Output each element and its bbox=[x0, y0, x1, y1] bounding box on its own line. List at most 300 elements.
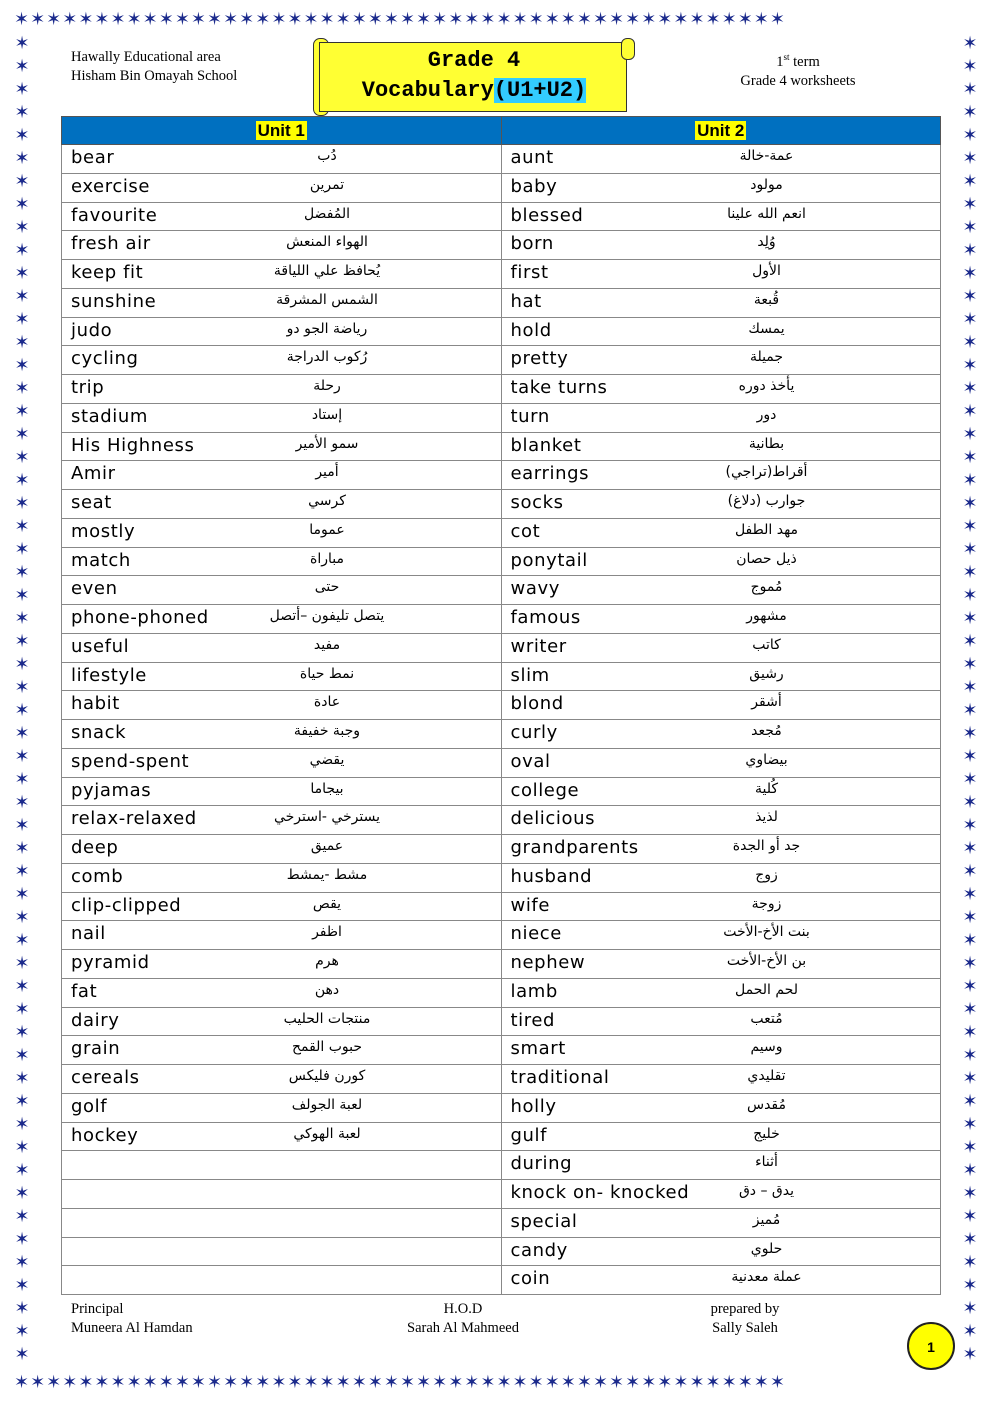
unit1-cell bbox=[62, 1266, 502, 1295]
unit1-cell bbox=[62, 518, 502, 547]
unit1-cell bbox=[62, 1122, 502, 1151]
unit1-cell bbox=[62, 748, 502, 777]
unit1-cell bbox=[62, 835, 502, 864]
arabic-translation: أثناء bbox=[755, 1154, 778, 1171]
english-word: fresh air bbox=[71, 233, 151, 255]
unit1-cell bbox=[62, 777, 502, 806]
arabic-translation: رحلة bbox=[313, 378, 341, 394]
english-word: take turns bbox=[510, 377, 608, 398]
table-row bbox=[62, 231, 941, 260]
arabic-translation: وسيم bbox=[750, 1039, 783, 1056]
unit1-cell bbox=[62, 576, 502, 605]
worksheet-label: Grade 4 worksheets bbox=[740, 72, 856, 89]
arabic-translation: نمط حياة bbox=[299, 665, 355, 682]
title-vocabulary-word: Vocabulary bbox=[361, 78, 494, 103]
unit2-cell bbox=[501, 921, 941, 950]
arabic-translation: رُكوب الدراجة bbox=[286, 349, 368, 366]
unit2-cell bbox=[501, 375, 941, 404]
unit2-cell bbox=[501, 317, 941, 346]
arabic-translation: مباراة bbox=[310, 550, 344, 567]
english-word: lifestyle bbox=[71, 664, 147, 686]
arabic-translation: لعبة الهوكي bbox=[293, 1125, 361, 1142]
english-word: sunshine bbox=[71, 290, 157, 312]
unit1-cell bbox=[62, 461, 502, 490]
unit1-cell bbox=[62, 1151, 502, 1180]
english-word: hat bbox=[510, 290, 542, 312]
term-suffix: st bbox=[783, 52, 790, 62]
english-word: earrings bbox=[510, 463, 590, 485]
english-word: snack bbox=[71, 722, 127, 743]
unit2-cell bbox=[501, 1122, 941, 1151]
arabic-translation: بيضاوي bbox=[745, 751, 788, 768]
unit2-cell bbox=[501, 145, 941, 174]
title-grade: Grade 4 bbox=[427, 48, 521, 73]
page-border-left: ✶ ✶ ✶ ✶ ✶ ✶ ✶ ✶ ✶ ✶ ✶ ✶ ✶ ✶ ✶ ✶ ✶ ✶ ✶ ✶ ✶ ✶ ✶ ✶ ✶ ✶ ✶ ✶ ✶ ✶ ✶ ✶ ✶ ✶ ✶ ✶ ✶ ✶ ✶ ✶ ✶ ✶ ✶ ✶ ✶ ✶ ✶ ✶ ✶ ✶ ✶ ✶ ✶ ✶ ✶ ✶ ✶ ✶ bbox=[14, 33, 30, 1365]
english-word: traditional bbox=[510, 1067, 610, 1088]
unit2-cell bbox=[501, 1180, 941, 1209]
arabic-translation: الهواء المنعش bbox=[286, 234, 368, 251]
table-row bbox=[62, 461, 941, 490]
arabic-translation: سمو الأمير bbox=[295, 435, 359, 452]
table-row bbox=[62, 1007, 941, 1036]
title-units: (U1+U2) bbox=[493, 78, 587, 103]
arabic-translation: وُلِد bbox=[757, 234, 776, 251]
english-word: turn bbox=[510, 405, 550, 427]
unit2-cell bbox=[501, 892, 941, 921]
term-info bbox=[728, 48, 868, 91]
unit2-header-label: Unit 2 bbox=[697, 120, 745, 140]
table-row bbox=[62, 748, 941, 777]
table-row bbox=[62, 662, 941, 691]
english-word: blanket bbox=[510, 434, 582, 456]
arabic-translation: يأخذ دوره bbox=[738, 378, 795, 394]
table-row bbox=[62, 1180, 941, 1209]
arabic-translation: زوجة bbox=[751, 895, 782, 912]
unit2-cell bbox=[501, 1007, 941, 1036]
unit2-cell bbox=[501, 432, 941, 461]
unit2-cell bbox=[501, 950, 941, 979]
arabic-translation: يسترخي -استرخي bbox=[273, 809, 381, 826]
arabic-translation: رشيق bbox=[749, 665, 784, 682]
unit1-cell bbox=[62, 317, 502, 346]
table-row bbox=[62, 892, 941, 921]
english-word: special bbox=[510, 1210, 578, 1232]
arabic-translation: بن الأخ-الأخت bbox=[726, 953, 807, 969]
table-row bbox=[62, 490, 941, 519]
unit1-cell bbox=[62, 691, 502, 720]
unit1-header bbox=[62, 117, 502, 145]
table-row bbox=[62, 288, 941, 317]
term-label bbox=[728, 48, 868, 72]
unit1-cell bbox=[62, 231, 502, 260]
arabic-translation: يقضي bbox=[309, 751, 345, 768]
unit2-cell bbox=[501, 1036, 941, 1065]
table-row bbox=[62, 950, 941, 979]
english-word: pyjamas bbox=[71, 779, 152, 801]
table-row bbox=[62, 346, 941, 375]
arabic-translation: ذيل حصان bbox=[736, 550, 797, 567]
unit2-cell bbox=[501, 288, 941, 317]
english-word: gulf bbox=[510, 1124, 548, 1146]
title-vocabulary bbox=[313, 78, 635, 103]
english-word: nephew bbox=[510, 952, 586, 973]
table-row bbox=[62, 375, 941, 404]
unit2-cell bbox=[501, 547, 941, 576]
english-word: famous bbox=[510, 607, 581, 628]
english-word: pretty bbox=[510, 348, 569, 370]
arabic-translation: كاتب bbox=[752, 636, 781, 653]
table-row bbox=[62, 1122, 941, 1151]
unit1-cell bbox=[62, 1180, 502, 1209]
english-word: cereals bbox=[71, 1067, 140, 1088]
arabic-translation: زوج bbox=[755, 866, 778, 883]
english-word: match bbox=[71, 549, 131, 571]
page-border-bottom: ✶✶✶✶✶✶✶✶✶✶✶✶✶✶✶✶✶✶✶✶✶✶✶✶✶✶✶✶✶✶✶✶✶✶✶✶✶✶✶✶✶✶✶✶✶✶✶✶ bbox=[14, 1372, 786, 1393]
arabic-translation: حتى bbox=[314, 579, 340, 596]
table-row bbox=[62, 777, 941, 806]
unit2-cell bbox=[501, 1093, 941, 1122]
english-word: pyramid bbox=[71, 952, 150, 973]
vocabulary-table bbox=[61, 116, 941, 1295]
arabic-translation: أمير bbox=[315, 464, 339, 481]
unit2-cell bbox=[501, 346, 941, 375]
english-word: holly bbox=[510, 1095, 557, 1117]
english-word: dairy bbox=[71, 1009, 120, 1031]
english-word: golf bbox=[71, 1095, 108, 1117]
table-row bbox=[62, 691, 941, 720]
arabic-translation: يمسك bbox=[748, 320, 785, 337]
english-word: even bbox=[71, 578, 118, 600]
english-word: coin bbox=[510, 1268, 551, 1290]
unit1-cell bbox=[62, 202, 502, 231]
unit2-cell bbox=[501, 691, 941, 720]
english-word: deep bbox=[71, 837, 119, 858]
arabic-translation: عمة-خالة bbox=[739, 148, 794, 164]
arabic-translation: مولود bbox=[750, 176, 783, 193]
english-word: hold bbox=[510, 319, 552, 341]
unit1-cell bbox=[62, 806, 502, 835]
arabic-translation: يتصل تليفون –أتصل bbox=[269, 608, 385, 624]
principal-title: Principal bbox=[71, 1301, 124, 1317]
english-word: fat bbox=[71, 980, 98, 1002]
unit2-cell bbox=[501, 662, 941, 691]
table-row bbox=[62, 403, 941, 432]
hod-name: Sarah Al Mahmeed bbox=[407, 1320, 519, 1336]
english-word: mostly bbox=[71, 520, 136, 542]
unit1-cell bbox=[62, 1007, 502, 1036]
english-word: clip-clipped bbox=[71, 894, 182, 916]
prepared-title: prepared by bbox=[710, 1301, 780, 1317]
unit2-cell bbox=[501, 720, 941, 749]
hod-title: H.O.D bbox=[443, 1301, 483, 1317]
unit2-cell bbox=[501, 1151, 941, 1180]
arabic-translation: عموما bbox=[309, 521, 345, 538]
arabic-translation: مُميز bbox=[752, 1211, 781, 1228]
english-word: phone-phoned bbox=[71, 607, 209, 628]
english-word: blond bbox=[510, 693, 564, 715]
arabic-translation: مشهور bbox=[746, 608, 787, 624]
arabic-translation: أقراط(تراجي) bbox=[725, 464, 808, 481]
english-word: seat bbox=[71, 492, 112, 513]
unit1-cell bbox=[62, 1237, 502, 1266]
arabic-translation: عملة معدنية bbox=[731, 1269, 802, 1286]
table-row bbox=[62, 173, 941, 202]
arabic-translation: جميلة bbox=[749, 349, 784, 366]
hod-signature bbox=[398, 1300, 528, 1338]
english-word: baby bbox=[510, 175, 558, 197]
school-name: Hisham Bin Omayah School bbox=[71, 68, 238, 84]
arabic-translation: يقص bbox=[312, 895, 342, 912]
table-row bbox=[62, 921, 941, 950]
english-word: aunt bbox=[510, 147, 554, 168]
english-word: Amir bbox=[71, 463, 116, 485]
unit1-cell bbox=[62, 403, 502, 432]
english-word: favourite bbox=[71, 204, 158, 226]
unit2-cell bbox=[501, 518, 941, 547]
unit1-cell bbox=[62, 863, 502, 892]
principal-signature bbox=[71, 1300, 193, 1338]
arabic-translation: إستاد bbox=[311, 406, 343, 423]
unit2-cell bbox=[501, 835, 941, 864]
arabic-translation: مُقدس bbox=[746, 1096, 787, 1113]
unit2-cell bbox=[501, 748, 941, 777]
arabic-translation: بطانية bbox=[748, 435, 785, 452]
unit1-header-label: Unit 1 bbox=[257, 120, 305, 140]
educational-area: Hawally Educational area bbox=[71, 49, 221, 65]
arabic-translation: منتجات الحليب bbox=[283, 1010, 371, 1027]
english-word: stadium bbox=[71, 405, 149, 427]
english-word: wavy bbox=[510, 578, 560, 600]
table-row bbox=[62, 202, 941, 231]
english-word: first bbox=[510, 262, 549, 283]
arabic-translation: يدق – دق bbox=[738, 1183, 795, 1199]
table-row bbox=[62, 518, 941, 547]
arabic-translation: حبوب القمح bbox=[291, 1039, 363, 1056]
unit2-cell bbox=[501, 461, 941, 490]
english-word: judo bbox=[71, 319, 113, 341]
arabic-translation: خليج bbox=[753, 1125, 780, 1142]
arabic-translation: مُتعب bbox=[750, 1010, 783, 1027]
unit1-cell bbox=[62, 145, 502, 174]
preparer-signature bbox=[700, 1300, 790, 1338]
table-row bbox=[62, 720, 941, 749]
english-word: cycling bbox=[71, 348, 139, 370]
page-border-top: ✶✶✶✶✶✶✶✶✶✶✶✶✶✶✶✶✶✶✶✶✶✶✶✶✶✶✶✶✶✶✶✶✶✶✶✶✶✶✶✶✶✶✶✶✶✶✶✶ bbox=[14, 9, 786, 30]
arabic-translation: لحم الحمل bbox=[735, 981, 798, 998]
english-word: comb bbox=[71, 865, 124, 887]
arabic-translation: يُحافظ علي اللياقة bbox=[273, 263, 381, 279]
arabic-translation: بيجاما bbox=[310, 780, 344, 797]
arabic-translation: بنت الأخ-الأخت bbox=[723, 924, 810, 941]
table-row bbox=[62, 633, 941, 662]
arabic-translation: دهن bbox=[314, 981, 340, 998]
unit1-cell bbox=[62, 432, 502, 461]
table-row bbox=[62, 863, 941, 892]
english-word: college bbox=[510, 779, 580, 801]
english-word: wife bbox=[510, 894, 551, 916]
arabic-translation: عميق bbox=[310, 838, 344, 854]
unit1-cell bbox=[62, 605, 502, 634]
table-row bbox=[62, 1065, 941, 1094]
unit2-cell bbox=[501, 231, 941, 260]
arabic-translation: جوارب (دلاغ) bbox=[727, 493, 806, 509]
english-word: spend-spent bbox=[71, 750, 190, 772]
arabic-translation: دُب bbox=[317, 148, 337, 164]
table-row bbox=[62, 317, 941, 346]
table-row bbox=[62, 978, 941, 1007]
arabic-translation: مُموج bbox=[750, 579, 783, 596]
table-row bbox=[62, 835, 941, 864]
arabic-translation: مشط -يمشط bbox=[286, 866, 368, 883]
principal-name: Muneera Al Hamdan bbox=[71, 1320, 193, 1336]
english-word: grandparents bbox=[510, 837, 639, 858]
english-word: candy bbox=[510, 1239, 568, 1261]
arabic-translation: أشقر bbox=[751, 694, 782, 711]
arabic-translation: مهد الطفل bbox=[734, 521, 799, 538]
unit2-cell bbox=[501, 173, 941, 202]
english-word: niece bbox=[510, 923, 562, 945]
arabic-translation: لذيذ bbox=[755, 809, 778, 826]
vocabulary-table-body bbox=[62, 145, 941, 1295]
english-word: useful bbox=[71, 635, 130, 657]
unit1-cell bbox=[62, 346, 502, 375]
unit1-cell bbox=[62, 921, 502, 950]
arabic-translation: مُجعد bbox=[751, 723, 782, 739]
arabic-translation: هرم bbox=[315, 953, 339, 969]
unit2-cell bbox=[501, 1065, 941, 1094]
unit2-cell bbox=[501, 490, 941, 519]
unit1-cell bbox=[62, 260, 502, 289]
table-row bbox=[62, 1237, 941, 1266]
page-border-right: ✶ ✶ ✶ ✶ ✶ ✶ ✶ ✶ ✶ ✶ ✶ ✶ ✶ ✶ ✶ ✶ ✶ ✶ ✶ ✶ ✶ ✶ ✶ ✶ ✶ ✶ ✶ ✶ ✶ ✶ ✶ ✶ ✶ ✶ ✶ ✶ ✶ ✶ ✶ ✶ ✶ ✶ ✶ ✶ ✶ ✶ ✶ ✶ ✶ ✶ ✶ ✶ ✶ ✶ ✶ ✶ ✶ ✶ bbox=[962, 33, 978, 1365]
english-word: hockey bbox=[71, 1124, 139, 1146]
table-row bbox=[62, 432, 941, 461]
table-row bbox=[62, 1036, 941, 1065]
arabic-translation: رياضة الجو دو bbox=[286, 320, 368, 337]
english-word: keep fit bbox=[71, 262, 144, 283]
arabic-translation: الأول bbox=[752, 263, 781, 279]
table-row bbox=[62, 145, 941, 174]
arabic-translation: قُبعة bbox=[753, 291, 780, 308]
table-row bbox=[62, 1208, 941, 1237]
arabic-translation: عادة bbox=[313, 694, 341, 711]
table-row bbox=[62, 605, 941, 634]
table-row bbox=[62, 1266, 941, 1295]
unit1-cell bbox=[62, 1093, 502, 1122]
arabic-translation: تمرين bbox=[309, 176, 345, 193]
unit2-cell bbox=[501, 202, 941, 231]
unit1-cell bbox=[62, 978, 502, 1007]
unit2-cell bbox=[501, 1266, 941, 1295]
page-number-badge: 1 bbox=[907, 1322, 955, 1370]
english-word: blessed bbox=[510, 204, 584, 226]
english-word: exercise bbox=[71, 175, 151, 197]
english-word: tired bbox=[510, 1009, 556, 1031]
unit2-cell bbox=[501, 1208, 941, 1237]
prepared-name: Sally Saleh bbox=[712, 1320, 778, 1336]
english-word: curly bbox=[510, 722, 558, 743]
unit1-cell bbox=[62, 662, 502, 691]
term-number: 1 bbox=[776, 53, 784, 70]
table-row bbox=[62, 260, 941, 289]
arabic-translation: الشمس المشرقة bbox=[276, 291, 378, 308]
english-word: trip bbox=[71, 377, 105, 398]
unit2-header bbox=[501, 117, 941, 145]
arabic-translation: كُلية bbox=[754, 780, 779, 797]
table-row bbox=[62, 806, 941, 835]
english-word: bear bbox=[71, 147, 115, 168]
arabic-translation: مفيد bbox=[313, 636, 341, 653]
unit2-cell bbox=[501, 403, 941, 432]
english-word: delicious bbox=[510, 808, 596, 830]
table-row bbox=[62, 1093, 941, 1122]
arabic-translation: حلوي bbox=[750, 1240, 783, 1257]
unit2-cell bbox=[501, 576, 941, 605]
unit1-cell bbox=[62, 288, 502, 317]
unit1-cell bbox=[62, 1065, 502, 1094]
english-word: knock on- knocked bbox=[510, 1182, 690, 1203]
arabic-translation: جد أو الجدة bbox=[732, 838, 801, 854]
unit1-cell bbox=[62, 892, 502, 921]
table-row bbox=[62, 547, 941, 576]
table-row bbox=[62, 576, 941, 605]
unit1-cell bbox=[62, 490, 502, 519]
english-word: His Highness bbox=[71, 434, 195, 456]
arabic-translation: وجبة خفيفة bbox=[293, 723, 361, 739]
title-scroll bbox=[313, 38, 635, 114]
english-word: grain bbox=[71, 1038, 121, 1060]
english-word: writer bbox=[510, 635, 567, 657]
english-word: lamb bbox=[510, 980, 558, 1002]
arabic-translation: كورن فليكس bbox=[288, 1068, 366, 1084]
unit1-cell bbox=[62, 720, 502, 749]
english-word: ponytail bbox=[510, 549, 588, 571]
english-word: nail bbox=[71, 923, 106, 945]
unit2-cell bbox=[501, 806, 941, 835]
unit1-cell bbox=[62, 1036, 502, 1065]
table-header-row bbox=[62, 117, 941, 145]
unit2-cell bbox=[501, 633, 941, 662]
english-word: born bbox=[510, 233, 554, 255]
unit2-cell bbox=[501, 777, 941, 806]
arabic-translation: اظفر bbox=[312, 924, 342, 941]
arabic-translation: تقليدي bbox=[747, 1068, 786, 1084]
term-word: term bbox=[789, 53, 820, 70]
english-word: smart bbox=[510, 1038, 566, 1060]
unit1-cell bbox=[62, 375, 502, 404]
english-word: socks bbox=[510, 492, 564, 513]
arabic-translation: لعبة الجولف bbox=[291, 1096, 363, 1113]
unit1-cell bbox=[62, 547, 502, 576]
arabic-translation: كرسي bbox=[308, 493, 346, 509]
arabic-translation: انعم الله علينا bbox=[727, 205, 806, 222]
unit2-cell bbox=[501, 978, 941, 1007]
english-word: during bbox=[510, 1153, 573, 1175]
arabic-translation: دور bbox=[756, 406, 777, 423]
school-info bbox=[71, 48, 237, 86]
unit2-cell bbox=[501, 1237, 941, 1266]
unit1-cell bbox=[62, 1208, 502, 1237]
unit2-cell bbox=[501, 260, 941, 289]
english-word: oval bbox=[510, 750, 551, 772]
unit2-cell bbox=[501, 863, 941, 892]
english-word: relax-relaxed bbox=[71, 808, 197, 830]
unit1-cell bbox=[62, 633, 502, 662]
english-word: habit bbox=[71, 693, 120, 715]
english-word: cot bbox=[510, 520, 541, 542]
english-word: husband bbox=[510, 865, 593, 887]
english-word: slim bbox=[510, 664, 550, 686]
